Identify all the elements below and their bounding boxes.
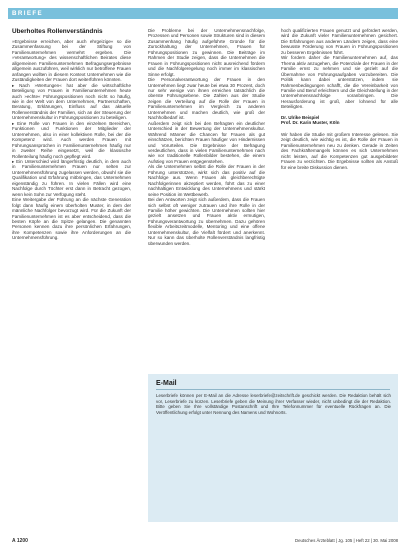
email-info-box <box>148 374 398 522</box>
column-3 <box>281 28 398 358</box>
page-number: A 1200 <box>12 538 28 544</box>
paragraph: Wir fordern daher die Familienunternehmen auf, das Thema aktiv anzugehen, die Potenziale der Frauen in der Familie ernst zu nehmen und sie gezielt auf die Übernahme von Führungsaufgaben vorzubereiten. Die Politik kann dabei unterstützen, indem sie Rahmenbedingungen schafft, die die Vereinbarkeit von Familie und Beruf erleichtern und die Gleichstellung in der Unternehmensnachfolge voranbringen. Die Herausforderung ist groß, aber lohnend für alle Beteiligten. <box>281 55 398 110</box>
author-name: Prof. Dr. Karin Muster, Köln <box>281 120 340 126</box>
paragraph: Die Probleme bei der Unternehmensnachfolge, Prozessen und Personen sowie Strukturen sind in diesem Zusammenhang häufig aufgeführte Gründe für die Zurückhaltung der Unternehmen, Frauen für Führungspositionen zu gewinnen. Die Beiträge im Rahmen der Studie zeigen, dass die Unternehmen die Frauen in Führungspositionen nicht ausreichend fördern und die Nachfolgeregelung noch immer im klassischen Sinne erfolgt. <box>148 28 265 77</box>
paragraph: hoch qualifizierten Frauen genutzt und gefördert werden, wird die Zukunft vieler Familienunternehmen gesichert. Die Erfahrungen aus anderen Ländern zeigen, dass eine bewusste Förderung von Frauen in Führungspositionen zu besseren Ergebnissen führt. <box>281 28 398 55</box>
section-tag: BRIEFE <box>12 10 44 17</box>
email-box-text: Leserbriefe können per E-Mail an die Adresse leserbriefe@zeitschrift.de geschickt werden. Die Redaktion behält sich vor, Leserbriefe zu kürzen. Leserbriefe geben die Meinung ihrer Verfasser wieder, nicht unbedingt die der Redaktion. Bitte geben Sie Ihre vollständige Postanschrift und Ihre Telefonnummer für eventuelle Rückfragen an. Die Veröffentlichung erfolgt unter Nennung des Namens und Wohnorts. <box>156 393 391 415</box>
article-title: Überholtes Rollenverständnis <box>12 28 103 35</box>
paragraph: ▸ Eine Rolle von Frauen in den einzelnen Bereichen, Funktionen und Funktionen der Mitglieder der Unternehmen, also in einer kollektiven Rolle, bei der die Kompetenz wird. Auch werden Frauen mit Führungsansprüchen in Familienunternehmen häufig nur in zweiter Reihe eingesetzt, weil die klassische Rollenteilung häufig noch gepflegt wird. <box>12 120 131 159</box>
paragraph: Außerdem zeigt sich bei den Befragten ein deutlicher Unterschied in der Bewertung der Unternehmenskultur. Während Männer die Chancen für Frauen als gut einschätzen, berichten Frauen häufiger von Hindernissen und Vorurteilen. Die Ergebnisse der Befragung verdeutlichen, dass in vielen Familienunternehmen nach wie vor traditionelle Rollenbilder bestehen, die einem Aufstieg von Frauen entgegenstehen. <box>148 120 265 164</box>
journal-footer: Deutsches Ärzteblatt | Jg. 105 | Heft 22 | 30. Mai 2008 <box>295 538 398 543</box>
paragraph: ▸ Ein Unterschied wird längerfristig deutlich, in dem auch in Familienunternehmen Frauen nur selten zur Unternehmensführung zugelassen werden, obwohl sie die Qualifikation und Erfahrung mitbringen, das Unternehmen eigenständig zu führen. In vielen Fällen wird eine Nachfolge durch Töchter erst dann in Betracht gezogen, wenn kein Sohn zur Verfügung steht. <box>12 158 131 197</box>
author-signature <box>281 115 398 126</box>
header-bar <box>8 8 398 19</box>
paragraph: Die Personalverantwortung der Frauen in den Unternehmen liegt zwar heute bei etwa 30 Prozent, doch nur sehr wenige von ihnen erreichen tatsächlich die oberste Führungsebene. Die Zahlen aus der Studie zeigen die Verteilung auf die Rolle der Frauen in Familienunternehmen im Vergleich zu anderen Unternehmen und machen deutlich, wie groß der Nachholbedarf ist. <box>148 77 265 121</box>
paragraph: ▸ Nach »Wertungen« hat aber die wirtschaftliche Beteiligung von Frauen in Familienunternehmen heute auch »echte« Führungspositionen noch nicht so häufig, wie in der Welt von dem Unternehmen, Partnerschaften, Beratung, Erklärungen, Einfluss auf das aktuelle Rollenverständnis der Familien, sich an der Steuerung der Unternehmenskultur in Führungspositionen zu beteiligen. <box>12 82 131 121</box>
paragraph: Wir haben die Studie mit großem Interesse gelesen. Sie zeigt deutlich, wie wichtig es ist, die Rolle der Frauen in Familienunternehmen neu zu denken. Gerade in Zeiten des Fachkräftemangels können es sich Unternehmen nicht leisten, auf die Kompetenzen gut ausgebildeter Frauen zu verzichten. Die Ergebnisse sollten als Anstoß für eine breite Diskussion dienen. <box>281 131 398 170</box>
column-1 <box>12 28 131 533</box>
email-box-title: E-Mail <box>156 380 177 387</box>
author-name: Dr. Ulrike Beispiel <box>281 114 320 120</box>
paragraph: Eine Weitergabe der Führung an die nächste Generation folgt dann häufig einem überholten Muster, in dem der männliche Nachfolger bevorzugt wird. Für die Zukunft der Familienunternehmen ist es aber entscheidend, dass die besten Köpfe an die Spitze gelangen. Die genannten Personen kennen dazu ihre persönlichen Erfahrungen, ihre Kompetenzen sowie ihre Anforderungen an die Unternehmensführung. <box>12 197 131 241</box>
paragraph: »Ergebnisse erreichen, aber auch ehrgeizige« so die Zusammenfassung bei der Stiftung von Familienunternehmen vermehrt ergeben. Die »Verantwortung« des wissenschaftlichen Beirates diese allgemeinen Familienunternehmen Befragungsergebnisse allgemein auszuführen, weil wirklich nur betroffene Frauen anfangen wollten in diesem Kontext Unternehmen wie die Zuständigkeiten der Frauen dort weiterführen könnten. <box>12 39 131 83</box>
paragraph: Bei den Antworten zeigt sich außerdem, dass die Frauen sich selbst oft weniger zutrauen und ihre Rolle in der Familie höher gewichten. Die Unternehmen sollten hier gezielt ansetzen und Frauen aktiv ermutigen, Führungsverantwortung zu übernehmen. Dazu gehören flexible Arbeitszeitmodelle, Mentoring und eine offene Unternehmenskultur, die Vielfalt fördert und anerkennt. Nur so kann das überholte Rollenverständnis langfristig überwunden werden. <box>148 197 265 246</box>
divider <box>156 389 390 390</box>
paragraph: Als die Unternehmen selbst die Rolle der Frauen in der Führung unterstützen, wirkt sich das positiv auf die Nachfolge aus. Wenn Frauen als gleichberechtigte Nachfolgerinnen akzeptiert werden, führt das zu einer nachhaltigen Entwicklung des Unternehmens und stärkt seine Position im Wettbewerb. <box>148 164 265 197</box>
